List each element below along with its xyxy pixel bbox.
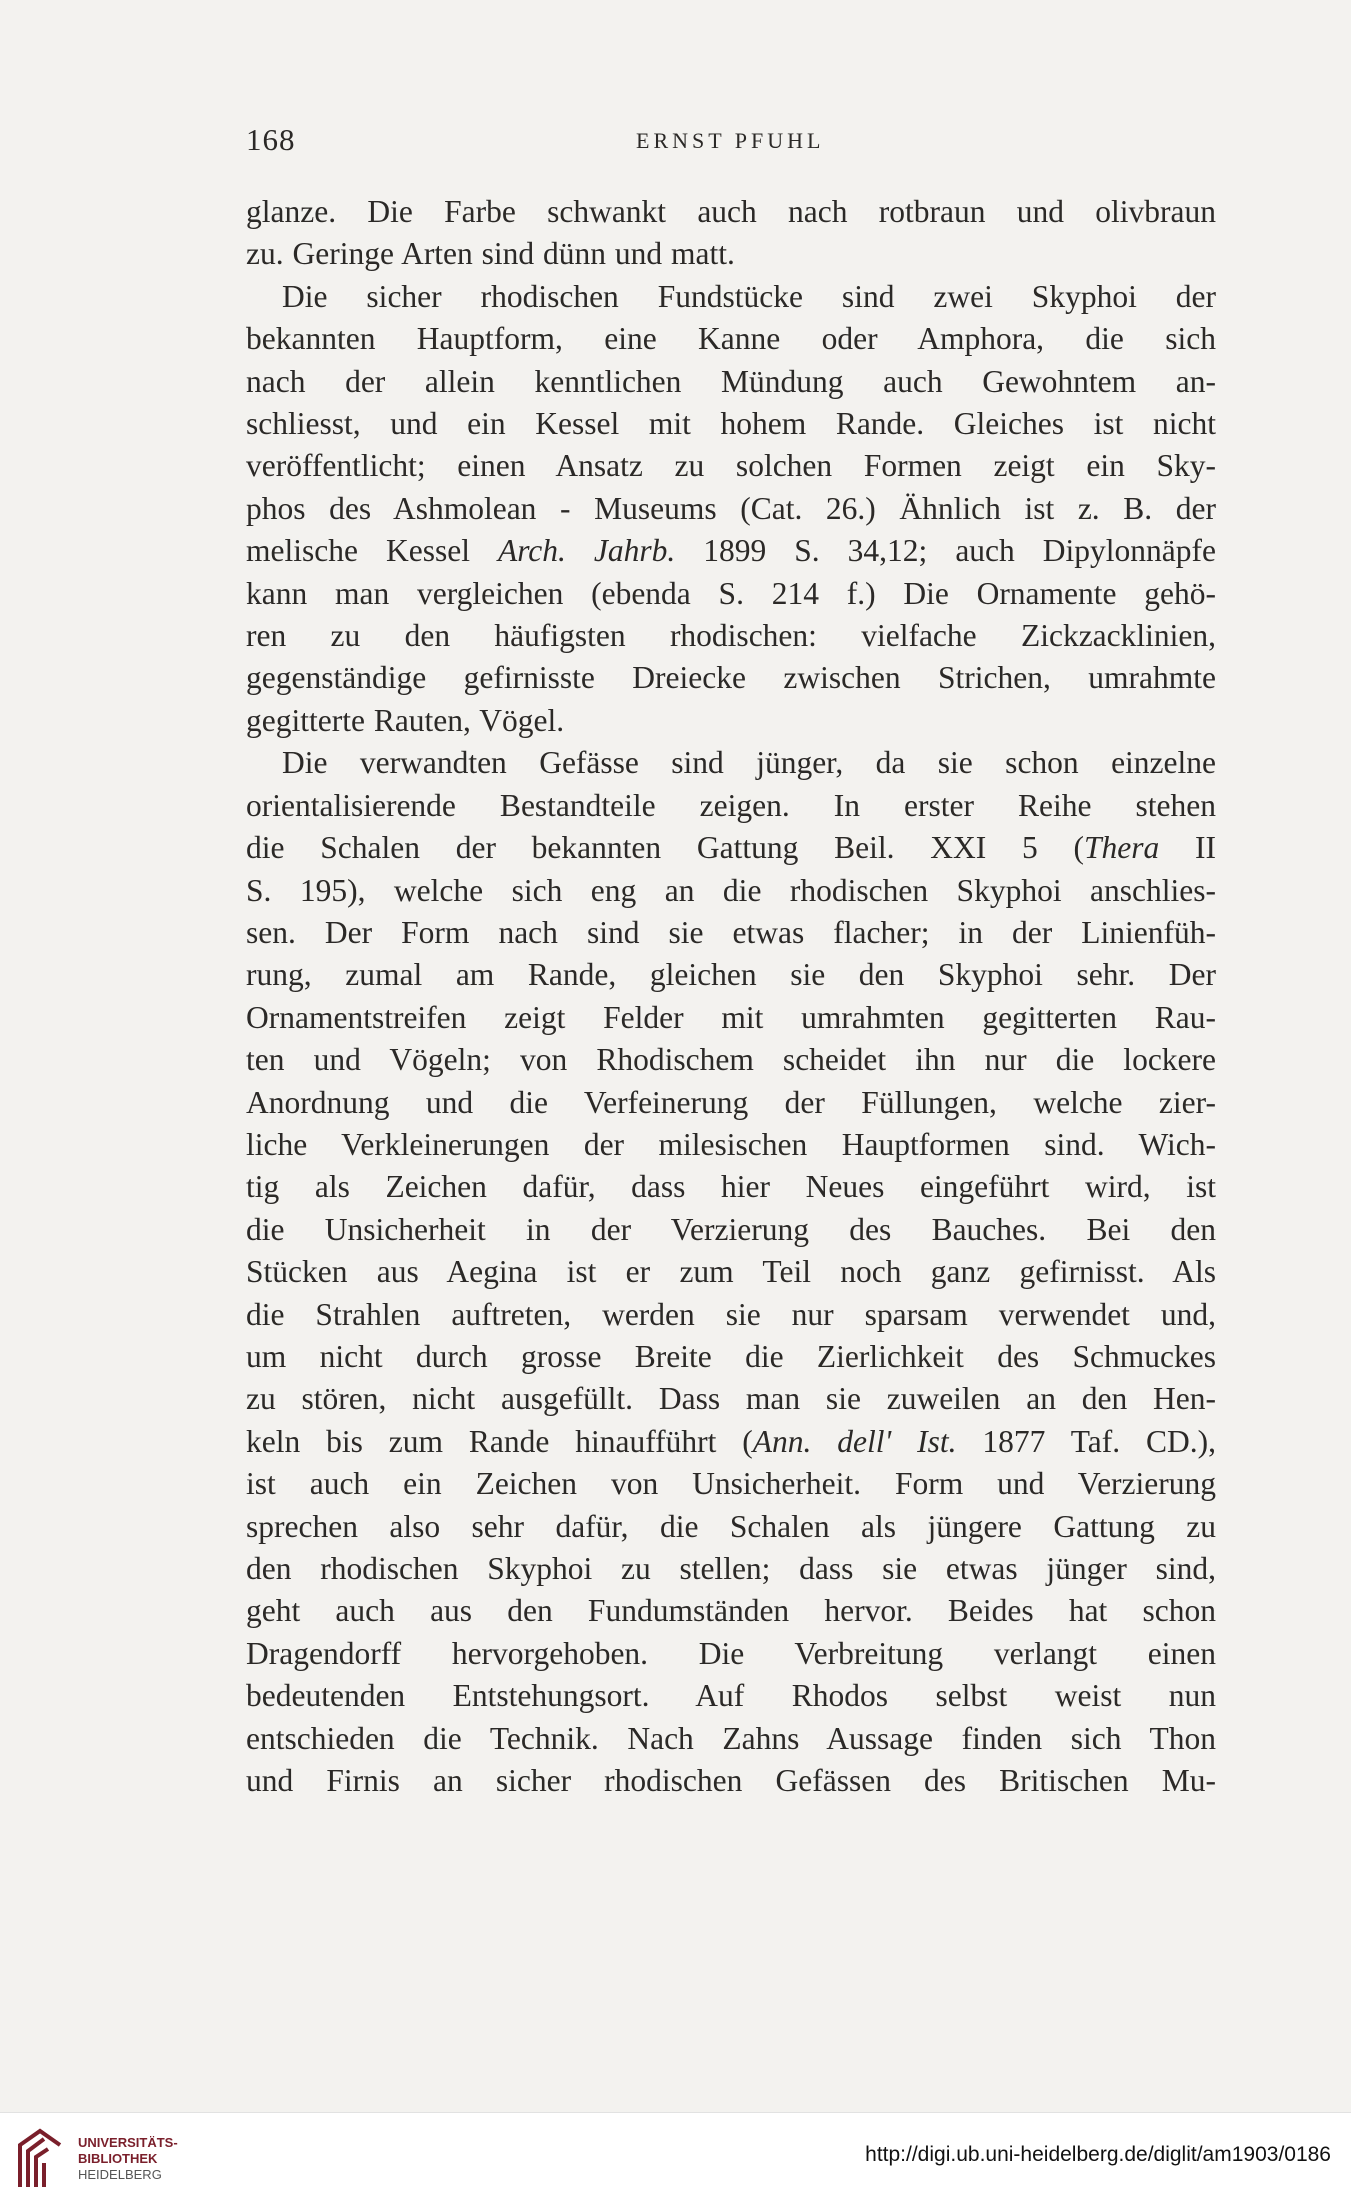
library-footer bbox=[0, 2112, 1351, 2208]
text-line: entschieden die Technik. Nach Zahns Aussage finden sich Thon bbox=[246, 1720, 1216, 1756]
text-line: ist auch ein Zeichen von Unsicherheit. Form und Verzierung bbox=[246, 1466, 1216, 1502]
text-line: phos des Ashmolean - Museums (Cat. 26.) Ähnlich ist z. B. der bbox=[246, 490, 1216, 526]
text-line: Anordnung und die Verfeinerung der Füllungen, welche zier- bbox=[246, 1084, 1216, 1120]
text-line: Dragendorff hervorgehoben. Die Verbreitung verlangt einen bbox=[246, 1635, 1216, 1671]
page-number: 168 bbox=[246, 122, 296, 157]
text-line: geht auch aus den Fundumständen hervor. Beides hat schon bbox=[246, 1593, 1216, 1629]
text-line: Stücken aus Aegina ist er zum Teil noch ganz gefirnisst. Als bbox=[246, 1254, 1216, 1290]
text-line: orientalisierende Bestandteile zeigen. In erster Reihe stehen bbox=[246, 787, 1216, 823]
text-line: gegenständige gefirnisste Dreiecke zwischen Strichen, umrahmte bbox=[246, 660, 1216, 696]
ub-heidelberg-logo-icon bbox=[14, 2127, 66, 2191]
text-line: glanze. Die Farbe schwankt auch nach rotbraun und olivbraun bbox=[246, 194, 1216, 229]
text-line: zu. Geringe Arten sind dünn und matt. bbox=[246, 236, 735, 272]
text-line: den rhodischen Skyphoi zu stellen; dass sie etwas jünger sind, bbox=[246, 1551, 1216, 1586]
text-line: zu stören, nicht ausgefüllt. Dass man sie zuweilen an den Hen- bbox=[246, 1381, 1216, 1417]
source-url[interactable]: http://digi.ub.uni-heidelberg.de/diglit/am1903/0186 bbox=[865, 2143, 1331, 2166]
text-line: Die sicher rhodischen Fundstücke sind zwei Skyphoi der bbox=[282, 278, 1216, 314]
text-line: bekannten Hauptform, eine Kanne oder Amphora, die sich bbox=[246, 321, 1216, 357]
text-line: melische Kessel Arch. Jahrb. 1899 S. 34,12; auch Dipylonnäpfe bbox=[246, 533, 1216, 569]
text-line: tig als Zeichen dafür, dass hier Neues eingeführt wird, ist bbox=[246, 1169, 1216, 1205]
text-line: S. 195), welche sich eng an die rhodischen Skyphoi anschlies- bbox=[246, 872, 1216, 908]
text-line: nach der allein kenntlichen Mündung auch Gewohntem an- bbox=[246, 363, 1216, 399]
text-line: sprechen also sehr dafür, die Schalen als jüngere Gattung zu bbox=[246, 1508, 1216, 1544]
body-text bbox=[246, 191, 1216, 1802]
library-name-line: UNIVERSITÄTS- bbox=[78, 2135, 178, 2150]
text-line: Ornamentstreifen zeigt Felder mit umrahmten gegitterten Rau- bbox=[246, 999, 1216, 1035]
text-line: die Unsicherheit in der Verzierung des Bauches. Bei den bbox=[246, 1211, 1216, 1247]
text-line: keln bis zum Rande hinaufführt (Ann. dell' Ist. 1877 Taf. CD.), bbox=[246, 1423, 1216, 1459]
italic-citation: Arch. Jahrb. bbox=[497, 533, 676, 569]
library-name-line: BIBLIOTHEK bbox=[78, 2151, 158, 2166]
italic-citation: Ann. dell' Ist. bbox=[752, 1423, 957, 1459]
text-line: kann man vergleichen (ebenda S. 214 f.) Die Ornamente gehö- bbox=[246, 575, 1216, 611]
text-line: sen. Der Form nach sind sie etwas flacher; in der Linienfüh- bbox=[246, 914, 1216, 950]
text-line: Die verwandten Gefässe sind jünger, da sie schon einzelne bbox=[282, 745, 1216, 781]
page-header bbox=[246, 122, 1216, 162]
text-line: ten und Vögeln; von Rhodischem scheidet ihn nur die lockere bbox=[246, 1042, 1216, 1078]
running-head: ERNST PFUHL bbox=[636, 128, 825, 153]
library-name-line: HEIDELBERG bbox=[78, 2167, 162, 2182]
text-line: rung, zumal am Rande, gleichen sie den Skyphoi sehr. Der bbox=[246, 957, 1216, 993]
library-name bbox=[78, 2135, 178, 2183]
text-line: und Firnis an sicher rhodischen Gefässen des Britischen Mu- bbox=[246, 1763, 1216, 1799]
text-line: um nicht durch grosse Breite die Zierlichkeit des Schmuckes bbox=[246, 1338, 1216, 1374]
text-line: ren zu den häufigsten rhodischen: vielfache Zickzacklinien, bbox=[246, 618, 1216, 654]
italic-citation: Thera bbox=[1083, 830, 1160, 866]
text-line: die Schalen der bekannten Gattung Beil. XXI 5 (Thera II bbox=[246, 830, 1216, 866]
text-line: gegitterte Rauten, Vögel. bbox=[246, 702, 565, 738]
text-line: liche Verkleinerungen der milesischen Hauptformen sind. Wich- bbox=[246, 1126, 1216, 1162]
text-line: veröffentlicht; einen Ansatz zu solchen Formen zeigt ein Sky- bbox=[246, 448, 1216, 484]
text-line: bedeutenden Entstehungsort. Auf Rhodos selbst weist nun bbox=[246, 1678, 1216, 1714]
text-line: schliesst, und ein Kessel mit hohem Rande. Gleiches ist nicht bbox=[246, 406, 1216, 442]
text-line: die Strahlen auftreten, werden sie nur sparsam verwendet und, bbox=[246, 1296, 1216, 1332]
